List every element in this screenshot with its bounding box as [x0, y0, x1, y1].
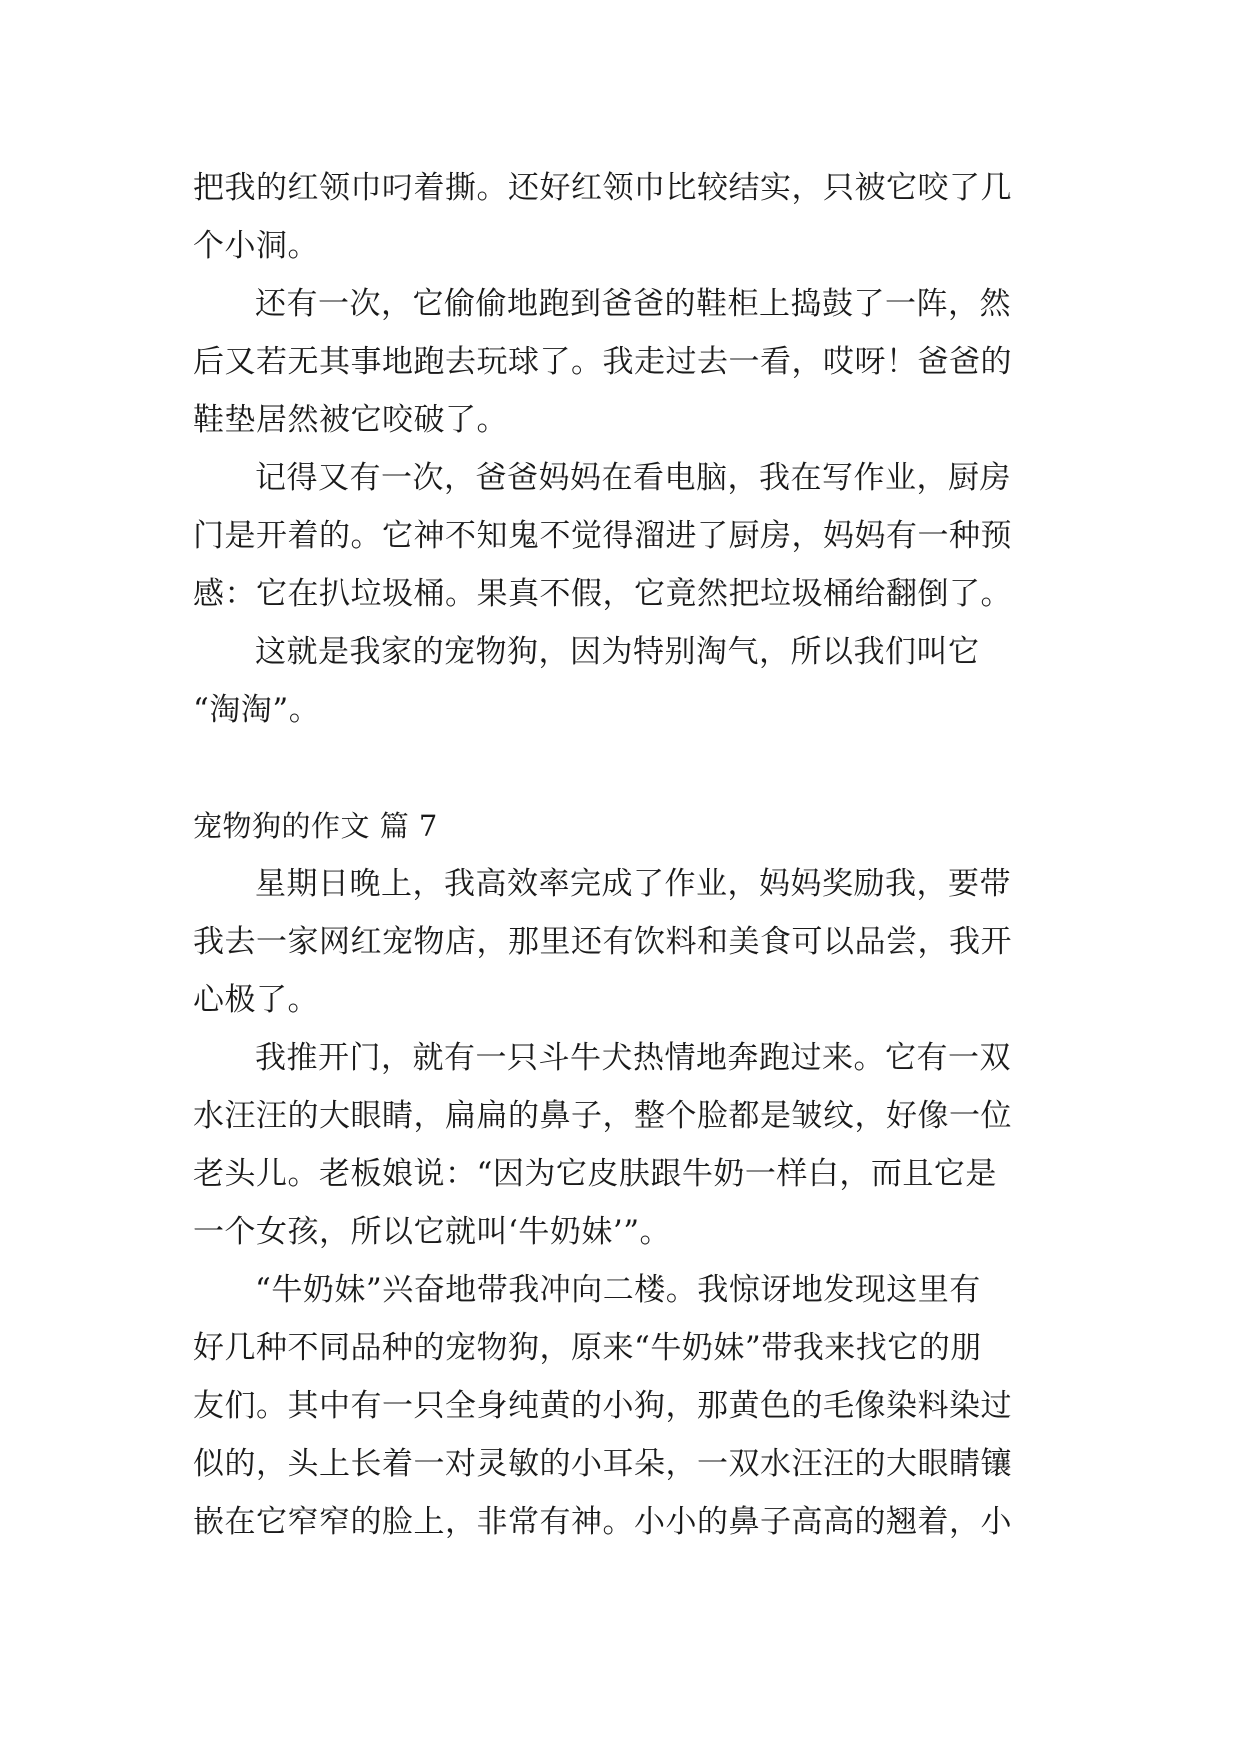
- text-line: “牛奶妹”兴奋地带我冲向二楼。我惊讶地发现这里有: [255, 1272, 981, 1308]
- section-title: 宠物狗的作文 篇 7: [193, 809, 438, 843]
- text-line: 星期日晚上，我高效率完成了作业，妈妈奖励我，要带: [255, 866, 1011, 902]
- text-line: 似的，头上长着一对灵敏的小耳朵，一双水汪汪的大眼睛镶: [193, 1446, 1012, 1482]
- text-line: 这就是我家的宠物狗，因为特别淘气，所以我们叫它: [255, 634, 980, 670]
- text-line: 我去一家网红宠物店，那里还有饮料和美食可以品尝，我开: [193, 924, 1012, 960]
- text-line: 后又若无其事地跑去玩球了。我走过去一看，哎呀！爸爸的: [193, 344, 1012, 380]
- text-line: “淘淘”。: [193, 692, 321, 728]
- text-line: 我推开门，就有一只斗牛犬热情地奔跑过来。它有一双: [255, 1040, 1011, 1076]
- text-line: 嵌在它窄窄的脸上，非常有神。小小的鼻子高高的翘着，小: [193, 1504, 1012, 1540]
- text-line: 把我的红领巾叼着撕。还好红领巾比较结实，只被它咬了几: [193, 170, 1012, 206]
- text-line: 好几种不同品种的宠物狗，原来“牛奶妹”带我来找它的朋: [193, 1330, 982, 1366]
- text-line: 心极了。: [193, 982, 319, 1018]
- text-line: 水汪汪的大眼睛，扁扁的鼻子，整个脸都是皱纹，好像一位: [193, 1098, 1012, 1134]
- text-line: 记得又有一次，爸爸妈妈在看电脑，我在写作业，厨房: [255, 460, 1011, 496]
- text-line: 友们。其中有一只全身纯黄的小狗，那黄色的毛像染料染过: [193, 1388, 1012, 1424]
- text-line: 鞋垫居然被它咬破了。: [193, 402, 508, 438]
- text-line: 感：它在扒垃圾桶。果真不假，它竟然把垃圾桶给翻倒了。: [193, 576, 1012, 612]
- text-line: 一个女孩，所以它就叫‘牛奶妹’”。: [193, 1214, 672, 1250]
- text-line: 个小洞。: [193, 228, 319, 264]
- text-line: 门是开着的。它神不知鬼不觉得溜进了厨房，妈妈有一种预: [193, 518, 1012, 554]
- text-line: 老头儿。老板娘说：“因为它皮肤跟牛奶一样白，而且它是: [193, 1156, 997, 1192]
- text-line: 还有一次，它偷偷地跑到爸爸的鞋柜上捣鼓了一阵，然: [255, 286, 1011, 322]
